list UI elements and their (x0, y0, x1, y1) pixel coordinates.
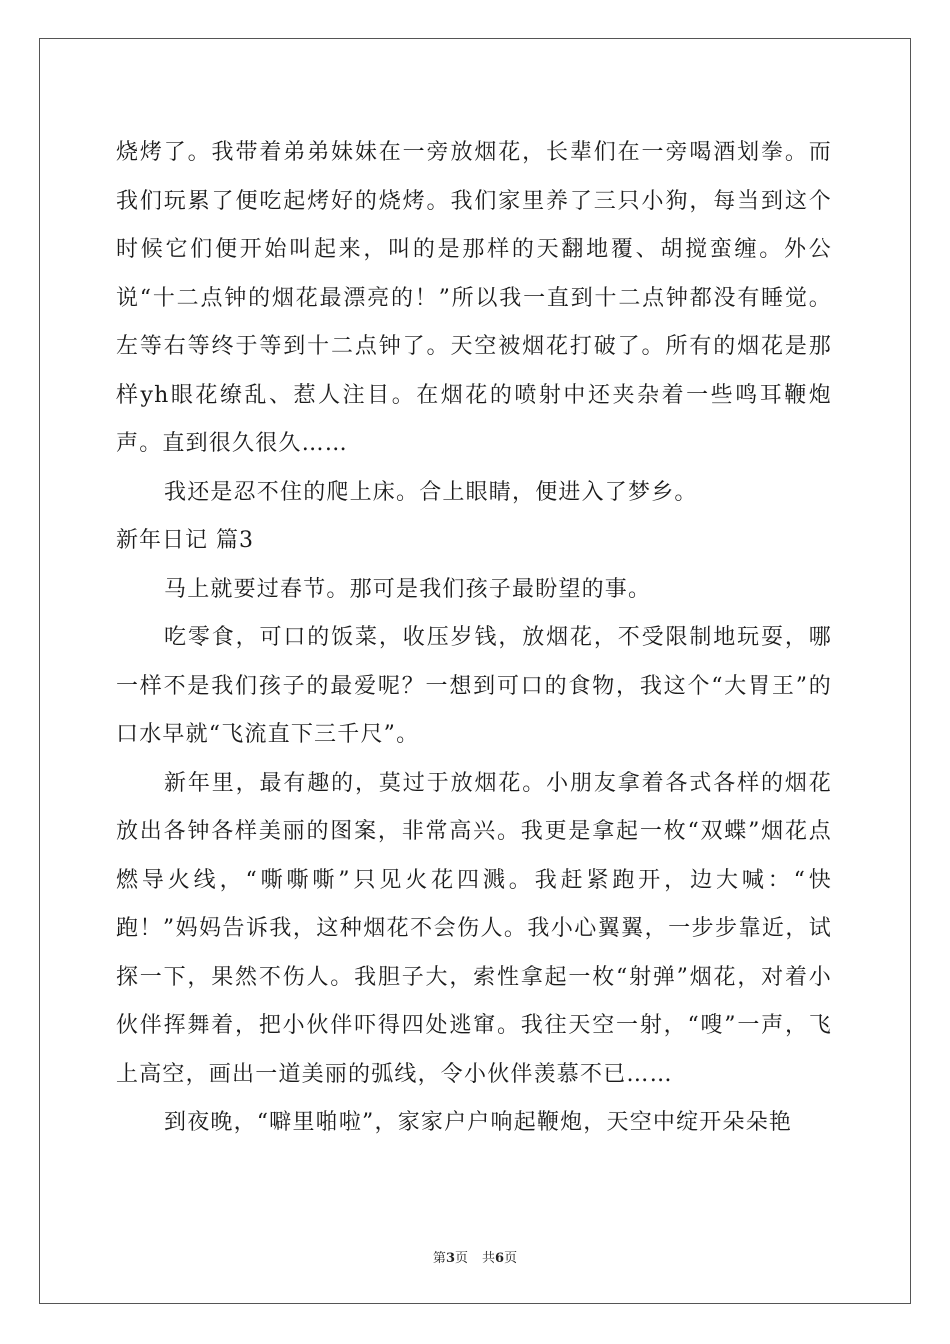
paragraph: 到夜晚，“噼里啪啦”，家家户户响起鞭炮，天空中绽开朵朵艳 (164, 1110, 793, 1135)
paragraph: 我还是忍不住的爬上床。合上眼睛，便进入了梦乡。 (164, 479, 698, 505)
paragraph: 吃零食，可口的饭菜，收压岁钱，放烟花，不受限制地玩耍，哪一样不是我们孩子的最爱呢？一想到可口的食物，我这个“大胃王”的口水早就“飞流直下三千尺”。 (116, 625, 832, 747)
page-total: 共6页 (482, 1251, 518, 1266)
page-number: 第3页 (432, 1251, 468, 1266)
paragraph: 新年里，最有趣的，莫过于放烟花。小朋友拿着各式各样的烟花放出各钟各样美丽的图案，非常高兴。我更是拿起一枚“双蝶”烟花点燃导火线，“嘶嘶嘶”只见火花四溅。我赶紧跑开，边大喊：“快跑！”妈妈告诉我，这种烟花不会伤人。我小心翼翼，一步步靠近，试探一下，果然不伤人。我胆子大，索性拿起一枚“射弹”烟花，对着小伙伴挥舞着，把小伙伴吓得四处逃窜。我往天空一射，“嗖”一声，飞上高空，画出一道美丽的弧线，令小伙伴羡慕不已…… (116, 770, 832, 1087)
section-heading: 新年日记 篇3 (116, 528, 254, 553)
page-footer (0, 1247, 950, 1266)
paragraph: 马上就要过春节。那可是我们孩子最盼望的事。 (164, 576, 652, 602)
paragraph: 烧烤了。我带着弟弟妹妹在一旁放烟花，长辈们在一旁喝酒划拳。而我们玩累了便吃起烤好的烧烤。我们家里养了三只小狗，每当到这个时候它们便开始叫起来，叫的是那样的天翻地覆、胡搅蛮缠。外公说“十二点钟的烟花最漂亮的！”所以我一直到十二点钟都没有睡觉。左等右等终于等到十二点钟了。天空被烟花打破了。所有的烟花是那样yh眼花缭乱、惹人注目。在烟花的喷射中还夹杂着一些鸣耳鞭炮声。直到很久很久…… (116, 140, 832, 456)
document-body (116, 129, 832, 1148)
